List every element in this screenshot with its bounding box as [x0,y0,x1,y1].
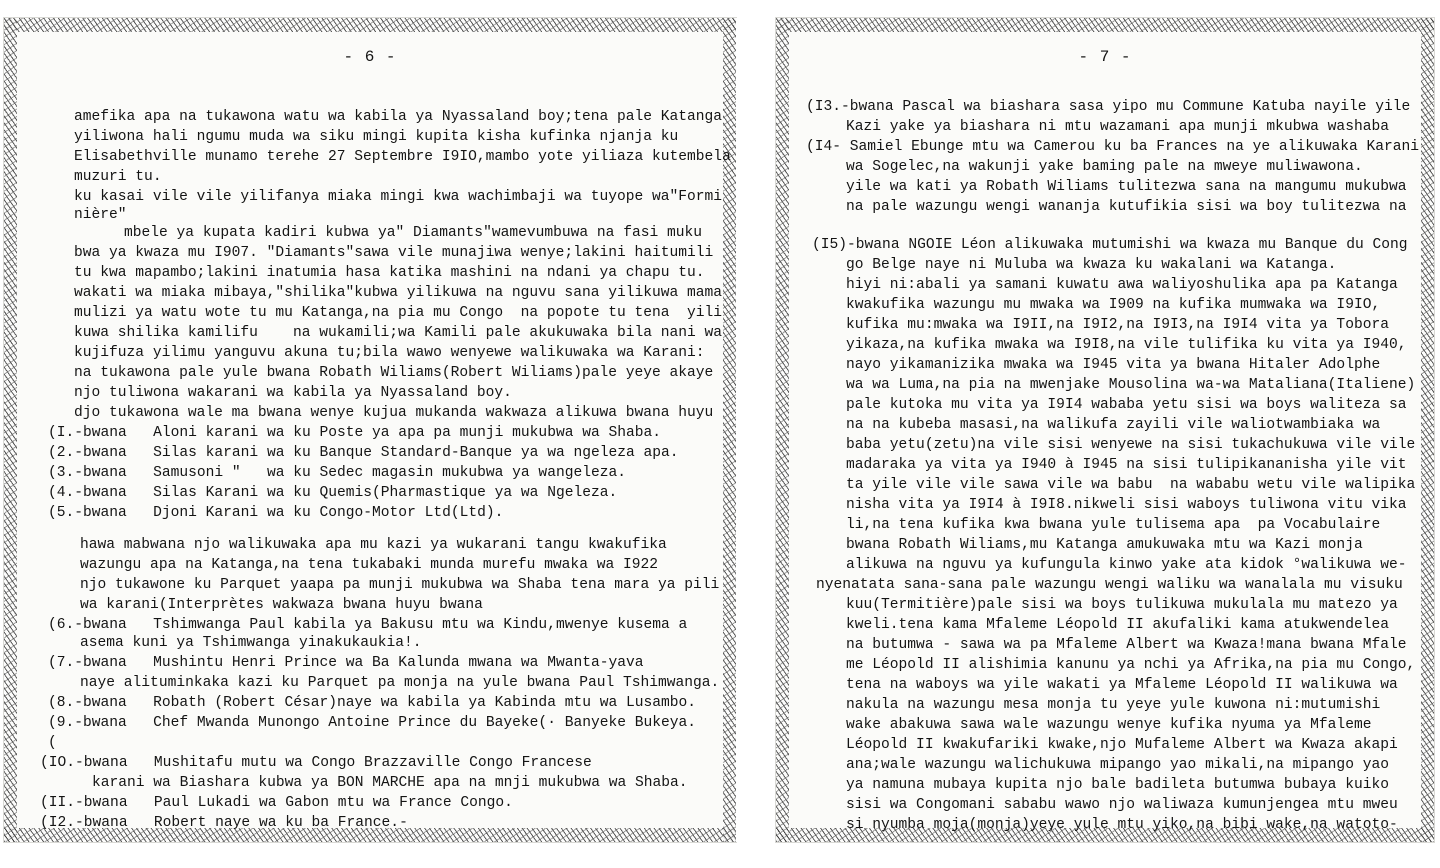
text-line: wakati wa miaka mibaya,"shilika"kubwa yilikuwa na nguvu sana yilikuwa mama [74,285,723,301]
text-line: yile wa kati ya Robath Wiliams tulitezwa sana na mangumu mukubwa [846,179,1407,195]
text-line: karani wa Biashara kubwa ya BON MARCHE apa na mnji mukubwa wa Shaba. [92,775,688,791]
text-line: njo tukawone ku Parquet yaapa pa munji mukubwa wa Shaba tena mara ya pili [80,577,720,593]
text-line: (9.-bwana Chef Mwanda Munongo Antoine Prince du Bayeke(· Banyeke Bukeya. [48,715,697,731]
text-line: yikaza,na kufika mwaka wa I9I8,na vile tulifika ku vita ya I940, [846,337,1407,353]
text-line: kwakufika wazungu mu mwaka wa I909 na kufika mumwaka wa I9IO, [846,297,1381,313]
page-number: - 7 - [1078,48,1132,66]
text-line: mulizi ya watu wote tu mu Katanga,na pia mu Congo na popote tu tena yili [74,305,723,321]
text-line: (2.-bwana Silas karani wa ku Banque Standard-Banque ya wa ngeleza apa. [48,445,679,461]
text-line: (I5)-bwana NGOIE Léon alikuwaka mutumishi wa kwaza mu Banque du Cong [812,237,1408,253]
text-line: na pale wazungu wengi wananja kutufikia sisi wa boy tulitezwa na [846,199,1407,215]
text-line: hawa mabwana njo walikuwaka apa mu kazi ya wukarani tangu kwakufika [80,537,667,553]
text-line: (I.-bwana Aloni karani wa ku Poste ya apa pa munji mukubwa wa Shaba. [48,425,662,441]
text-line: (I2.-bwana Robert naye wa ku ba France.- [40,815,408,831]
text-line: ana;wale wazungu walichukuwa mipango yao mikali,na mipango yao [846,757,1389,773]
text-line: ( [48,735,57,751]
text-line: pale kutoka mu vita ya I9I4 wababa yetu sisi wa boys waliteza sa [846,397,1407,413]
text-line: tena na waboys wa yile wakati ya Mfaleme Léopold II walikuwa wa [846,677,1398,693]
text-line: kweli.tena kama Mfaleme Léopold II akufaliki kama atukwendelea [846,617,1389,633]
text-line: na tukawona pale yule bwana Robath Wiliams(Robert Wiliams)pale yeye akaye [74,365,714,381]
text-line: wake abakuwa sawa wale wazungu wenye kufika nyuma ya Mfaleme [846,717,1372,733]
text-line: si nyumba moja(monja)yeye yule mtu yiko,na bibi wake,na watoto- [846,817,1398,833]
text-line: ku kasai vile vile yilifanya miaka mingi kwa wachimbaji wa tuyope wa"Formi [74,189,723,205]
text-line: li,na tena kufika kwa bwana yule tulisema apa pa Vocabulaire [846,517,1381,533]
text-line: nyenatata sana-sana pale wazungu wengi waliku wa wanalala mu visuku [816,577,1403,593]
text-line: bwana Robath Wiliams,mu Katanga amukuwaka mtu wa Kazi monja [846,537,1363,553]
text-line: nakula na wazungu mesa monja tu yeye yule kuwona ni:mutumishi [846,697,1381,713]
text-line: kufika mu:mwaka wa I9II,na I9I2,na I9I3,na I9I4 vita ya Tobora [846,317,1389,333]
text-line: (4.-bwana Silas Karani wa ku Quemis(Pharmastique ya wa Ngeleza. [48,485,618,501]
text-line: na na kubeba masasi,na walikufa zayili vile waliotwambiaka wa [846,417,1381,433]
text-line: wazungu apa na Katanga,na tena tukabaki munda murefu mwaka wa I922 [80,557,659,573]
text-line: (IO.-bwana Mushitafu mutu wa Congo Brazzaville Congo Francese [40,755,592,771]
text-line: madaraka ya vita ya I940 à I945 na sisi tulipikananisha yile vit [846,457,1407,473]
document-page-6 [4,18,736,842]
text-line: nayo yikamanizika mwaka wa I945 vita ya bwana Hitaler Adolphe [846,357,1381,373]
text-line: (7.-bwana Mushintu Henri Prince wa Ba Kalunda mwana wa Mwanta-yava [48,655,644,671]
text-line: naye alituminkaka kazi ku Parquet pa monja na yule bwana Paul Tshimwanga. [80,675,720,691]
text-line: Elisabethville munamo terehe 27 Septembre I9IO,mambo yote yiliaza kutembela [74,149,731,165]
page-body-text [776,18,1434,842]
text-line: njo tuliwona wakarani wa kabila ya Nyassaland boy. [74,385,512,401]
text-line: nière" [74,207,127,223]
text-line: yiliwona hali ngumu muda wa siku mingi kupita kisha kufinka njanja ku [74,129,679,145]
text-line: (5.-bwana Djoni Karani wa ku Congo-Motor Ltd(Ltd). [48,505,504,521]
text-line: ya namuna mubaya kupita njo bale badileta butumwa bubaya kuiko [846,777,1389,793]
text-line: asema kuni ya Tshimwanga yinakukaukia!. [80,635,422,651]
text-line: Kazi yake ya biashara ni mtu wazamani apa munji mkubwa washaba [846,119,1389,135]
text-line: bwa ya kwaza mu I907. "Diamants"sawa vile munajiwa wenye;lakini haitumili [74,245,714,261]
text-line: alikuwa na nguvu ya kufungula kinwo yake ata kidok °walikuwa we- [846,557,1407,573]
text-line: nisha vita ya I9I4 à I9I8.nikweli sisi waboys tuliwona vitu vika [846,497,1407,513]
page-number: - 6 - [343,48,397,66]
text-line: go Belge naye ni Muluba wa kwaza ku wakalani wa Katanga. [846,257,1337,273]
text-line: wa wa Luma,na pia na mwenjake Mousolina wa-wa Mataliana(Italiene) [846,377,1416,393]
text-line: Léopold II kwakufariki kwake,njo Mufaleme Albert wa Kwaza akapi [846,737,1398,753]
text-line: hiyi ni:abali ya samani kuwatu awa waliyoshulika apa pa Katanga [846,277,1398,293]
text-line: baba yetu(zetu)na vile sisi wenyewe na sisi tukachukuwa vile vile [846,437,1416,453]
text-line: wa karani(Interprètes wakwaza bwana huyu bwana [80,597,483,613]
text-line: (6.-bwana Tshimwanga Paul kabila ya Bakusu mtu wa Kindu,mwenye kusema a [48,617,688,633]
text-line: kujifuza yilimu yanguvu akuna tu;bila wawo wenyewe walikuwaka wa Karani: [74,345,705,361]
text-line: amefika apa na tukawona watu wa kabila ya Nyassaland boy;tena pale Katanga [74,109,723,125]
page-body-text [4,18,736,842]
document-page-7 [776,18,1434,842]
text-line: (8.-bwana Robath (Robert César)naye wa kabila ya Kabinda mtu wa Lusambo. [48,695,697,711]
text-line: na butumwa - sawa wa pa Mfaleme Albert wa Kwaza!mana bwana Mfale [846,637,1407,653]
text-line: (I4- Samiel Ebunge mtu wa Camerou ku ba Frances na ye alikuwaka Karani [806,139,1420,155]
text-line: ta yile vile vile sawa vile wa babu na wababu wetu vile walipika [846,477,1416,493]
text-line: sisi wa Congomani sababu wawo njo waliwaza kumunjengea mtu mweu [846,797,1398,813]
text-line: (3.-bwana Samusoni " wa ku Sedec magasin mukubwa ya wangeleza. [48,465,627,481]
text-line: wa Sogelec,na wakunji yake baming pale na mweye muliwawona. [846,159,1363,175]
text-line: muzuri tu. [74,169,162,185]
text-line: mbele ya kupata kadiri kubwa ya" Diamants"wamevumbuwa na fasi muku [124,225,703,241]
text-line: kuwa shilika kamilifu na wukamili;wa Kamili pale akukuwaka bila nani wa [74,325,723,341]
text-line: kuu(Termitière)pale sisi wa boys tulikuwa mukulala mu matezo ya [846,597,1398,613]
text-line: (II.-bwana Paul Lukadi wa Gabon mtu wa France Congo. [40,795,513,811]
text-line: me Léopold II alishimia kanunu ya nchi ya Afrika,na pia mu Congo, [846,657,1416,673]
text-line: djo tukawona wale ma bwana wenye kujua mukanda wakwaza alikuwa bwana huyu [74,405,714,421]
text-line: tu kwa mapambo;lakini inatumia hasa katika mashini na ndani ya chapu tu. [74,265,705,281]
text-line: (I3.-bwana Pascal wa biashara sasa yipo mu Commune Katuba nayile yile [806,99,1411,115]
book-spine-gap [736,18,776,842]
